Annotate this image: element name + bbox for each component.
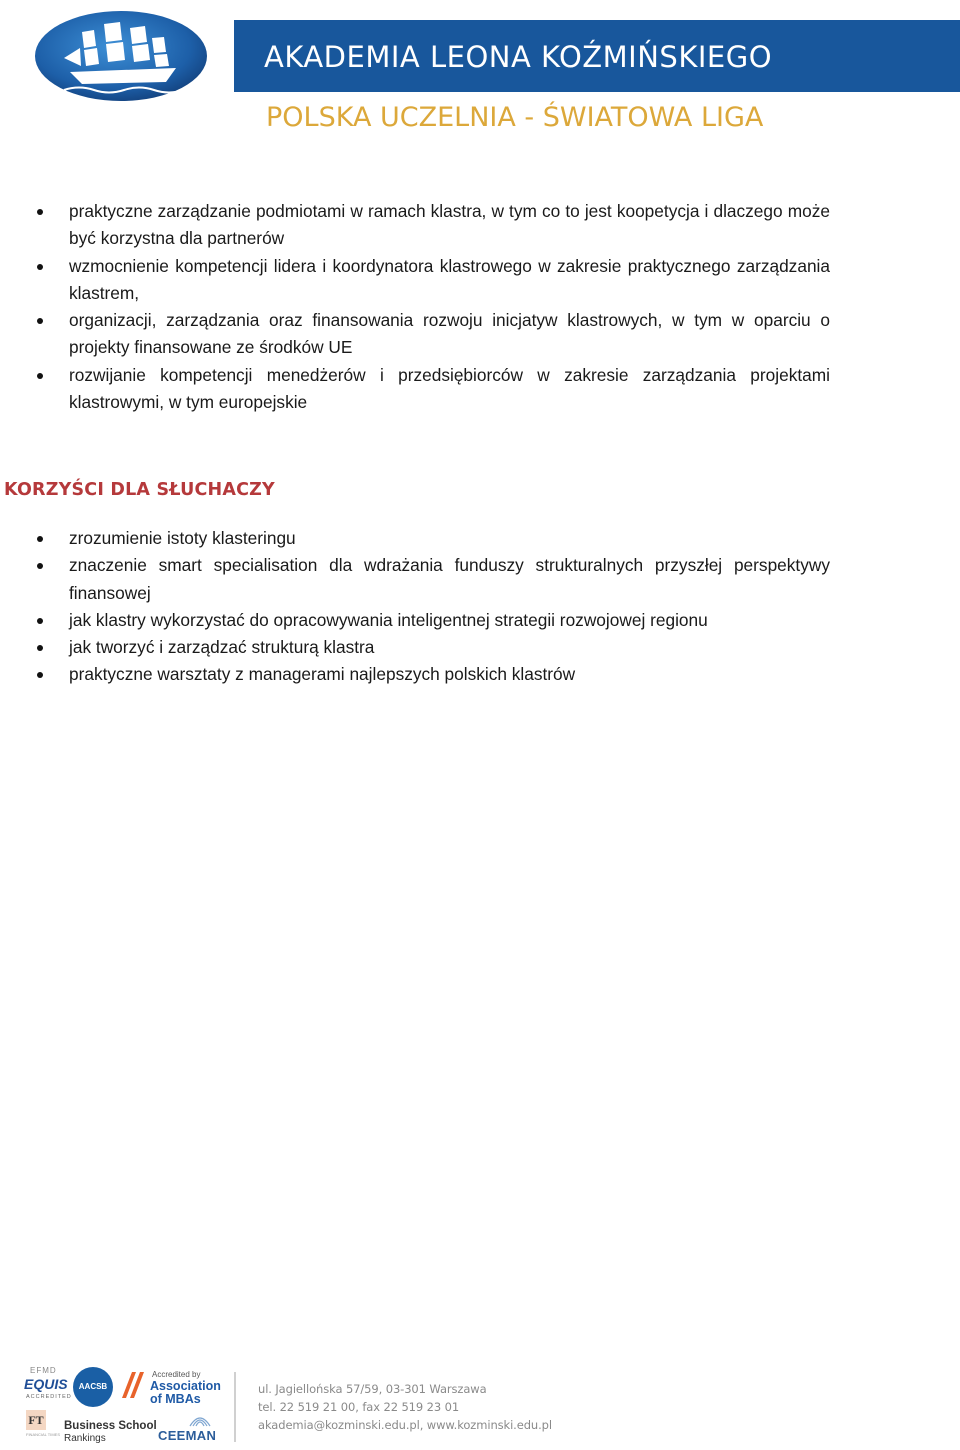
amba-accredited-label: Accredited by [152,1370,201,1379]
ceeman-mark-icon [188,1410,212,1428]
ft-small-label: FINANCIAL TIMES [26,1432,61,1437]
list-item: jak tworzyć i zarządzać strukturą klastra [0,634,830,661]
page-header [0,0,960,150]
benefits-list [0,525,960,689]
amba-name-line-1: Association [150,1379,221,1393]
phone-fax: tel. 22 519 21 00, fax 22 519 23 01 [258,1400,460,1414]
business-school-label: Business School [64,1420,157,1432]
ceeman-logo: CEEMAN [158,1428,217,1443]
list-item: zrozumienie istoty klasteringu [0,525,830,552]
list-item: znaczenie smart specialisation dla wdrażania funduszy strukturalnych przyszłej perspektywy finansowej [0,552,830,607]
list-item: rozwijanie kompetencji menedżerów i przedsiębiorców w zakresie zarządzania projektami klastrowymi, w tym europejskie [0,362,830,417]
page-footer [0,1360,960,1450]
ft-logo: FT [26,1410,46,1430]
institution-title-band [234,20,960,92]
footer-divider [234,1372,236,1442]
email-website: akademia@kozminski.edu.pl, www.kozminski.edu.pl [258,1418,552,1432]
equis-accredited-label: ACCREDITED [26,1394,72,1400]
sailing-ship-logo-icon [34,10,208,102]
section-heading-benefits: KORZYŚCI DLA SŁUCHACZY [4,480,275,500]
list-item: praktyczne zarządzanie podmiotami w ramach klastra, w tym co to jest koopetycja i dlaczego może być korzystna dla partnerów [0,198,830,253]
street-address: ul. Jagiellońska 57/59, 03-301 Warszawa [258,1382,487,1396]
list-item: jak klastry wykorzystać do opracowywania inteligentnej strategii rozwojowej regionu [0,607,830,634]
institution-tagline: POLSKA UCZELNIA - ŚWIATOWA LIGA [266,102,764,133]
list-item: praktyczne warsztaty z managerami najlepszych polskich klastrów [0,661,830,688]
aacsb-badge: AACSB [73,1367,113,1407]
contact-address-block [258,1380,552,1434]
goals-list [0,198,960,416]
amba-name-line-2: of MBAs [150,1392,201,1406]
list-item: wzmocnienie kompetencji lidera i koordynatora klastrowego w zakresie praktycznego zarządzania klastrem, [0,253,830,308]
rankings-label: Rankings [64,1433,106,1444]
equis-logo: EQUIS [24,1376,68,1392]
amba-mark-icon [120,1370,146,1400]
institution-name: AKADEMIA LEONA KOŹMIŃSKIEGO [264,40,773,74]
efmd-label: EFMD [30,1366,57,1375]
list-item: organizacji, zarządzania oraz finansowania rozwoju inicjatyw klastrowych, w tym w oparciu o projekty finansowane ze środków UE [0,307,830,362]
